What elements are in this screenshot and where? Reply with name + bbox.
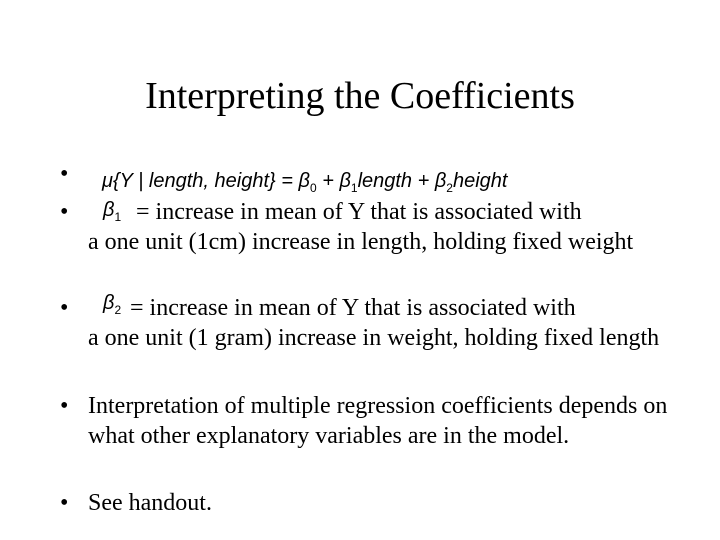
equation-term-length: length xyxy=(357,170,413,192)
bullet-marker: • xyxy=(60,199,69,225)
bullet-item-beta2 xyxy=(60,294,668,353)
equation-lhs: {Y | length, height} xyxy=(112,170,276,192)
bullet-marker: • xyxy=(60,490,69,516)
equation-mu: μ xyxy=(102,170,113,192)
equation-equals: = xyxy=(275,170,299,192)
regression-equation xyxy=(102,170,507,195)
bullet-beta1-rest: a one unit (1cm) increase in length, holding fixed weight xyxy=(88,228,634,255)
equation-beta1: β xyxy=(339,170,351,192)
beta2-letter: β xyxy=(103,292,115,314)
slide-title: Interpreting the Coefficients xyxy=(145,75,575,117)
bullet-item-interpretation xyxy=(60,392,668,451)
bullet-marker: • xyxy=(60,393,69,419)
equation-beta2: β xyxy=(434,170,447,192)
bullet-text: Interpretation of multiple regression coefficients depends on what other explanatory variables are in the model. xyxy=(88,393,668,449)
bullet-beta1-first-line: = increase in mean of Y that is associated with xyxy=(136,199,582,225)
bullet-marker: • xyxy=(60,295,69,321)
equation-beta2-subscript: 2 xyxy=(446,181,453,195)
equation-beta0: β xyxy=(298,170,310,192)
beta1-letter: β xyxy=(103,199,115,221)
bullet-beta2-first-line: = increase in mean of Y that is associated with xyxy=(130,295,576,321)
beta2-subscript: 2 xyxy=(114,303,122,317)
bullet-item-handout xyxy=(60,489,668,519)
equation-plus-2: + xyxy=(412,170,435,192)
equation-plus-1: + xyxy=(316,170,340,192)
bullet-marker: • xyxy=(60,161,69,187)
bullet-beta2-rest: a one unit (1 gram) increase in weight, holding fixed length xyxy=(88,324,660,351)
beta1-subscript: 1 xyxy=(114,210,122,224)
equation-beta0-subscript: 0 xyxy=(309,181,317,195)
equation-beta1-subscript: 1 xyxy=(350,181,358,195)
equation-term-height: height xyxy=(452,170,508,192)
bullet-text: See handout. xyxy=(88,490,212,516)
bullet-item-beta1 xyxy=(60,198,668,257)
